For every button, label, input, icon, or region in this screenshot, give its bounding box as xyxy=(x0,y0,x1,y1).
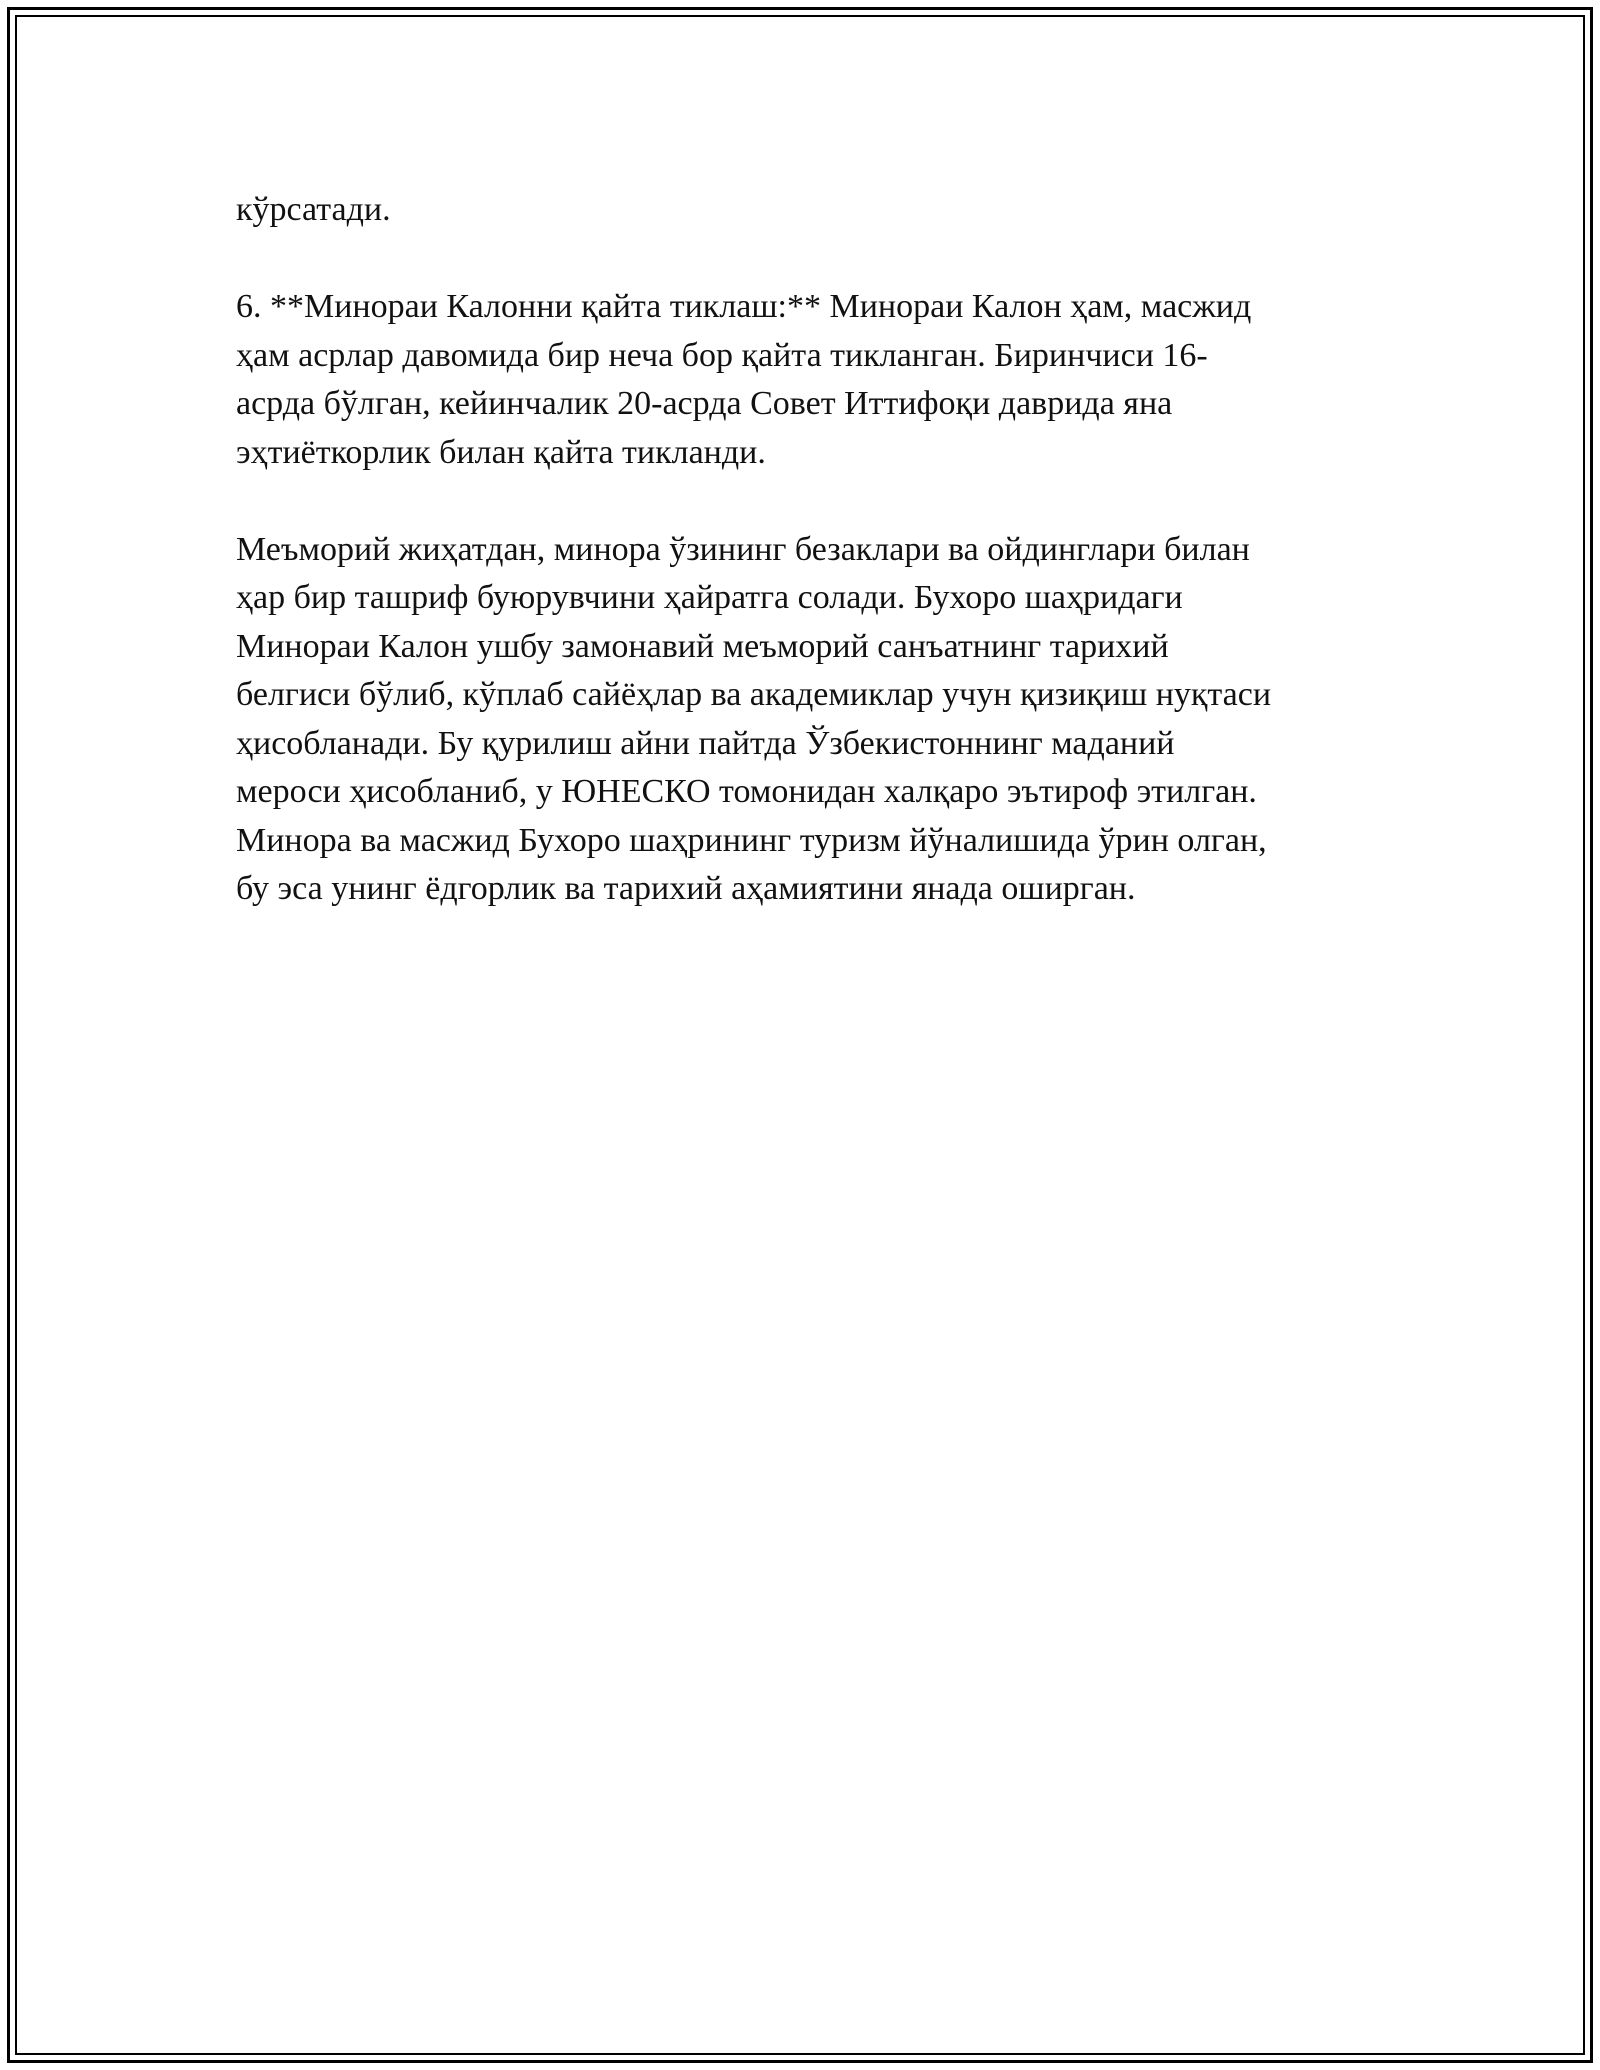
paragraph-restoration: 6. **Минораи Калонни қайта тиклаш:** Минораи Калон ҳам, масжид ҳам асрлар давомида бир неча бор қайта тикланган. Биринчиси 16- асрда бўлган, кейинчалик 20-асрда Совет Иттифоқи даврида яна эҳтиёткорлик билан қайта тикланди. xyxy=(236,288,1252,471)
document-body xyxy=(236,186,1364,914)
paragraph-architecture: Меъморий жиҳатдан, минора ўзининг безаклари ва ойдинглари билан ҳар бир ташриф буюрувчини ҳайратга солади. Бухоро шаҳридаги Минораи Калон ушбу замонавий меъморий санъатнинг тарихий белгиси бўлиб, кўплаб сайёҳлар ва академиклар учун қизиқиш нуқтаси ҳисобланади. Бу қурилиш айни пайтда Ўзбекистоннинг маданий мероси ҳисобланиб, у ЮНЕСКО томонидан халқаро эътироф этилган. Минора ва масжид Бухоро шаҳрининг туризм йўналишида ўрин олган, бу эса унинг ёдгорлик ва тарихий аҳамиятини янада оширган. xyxy=(236,530,1272,907)
paragraph-continuation: кўрсатади. xyxy=(236,191,391,228)
